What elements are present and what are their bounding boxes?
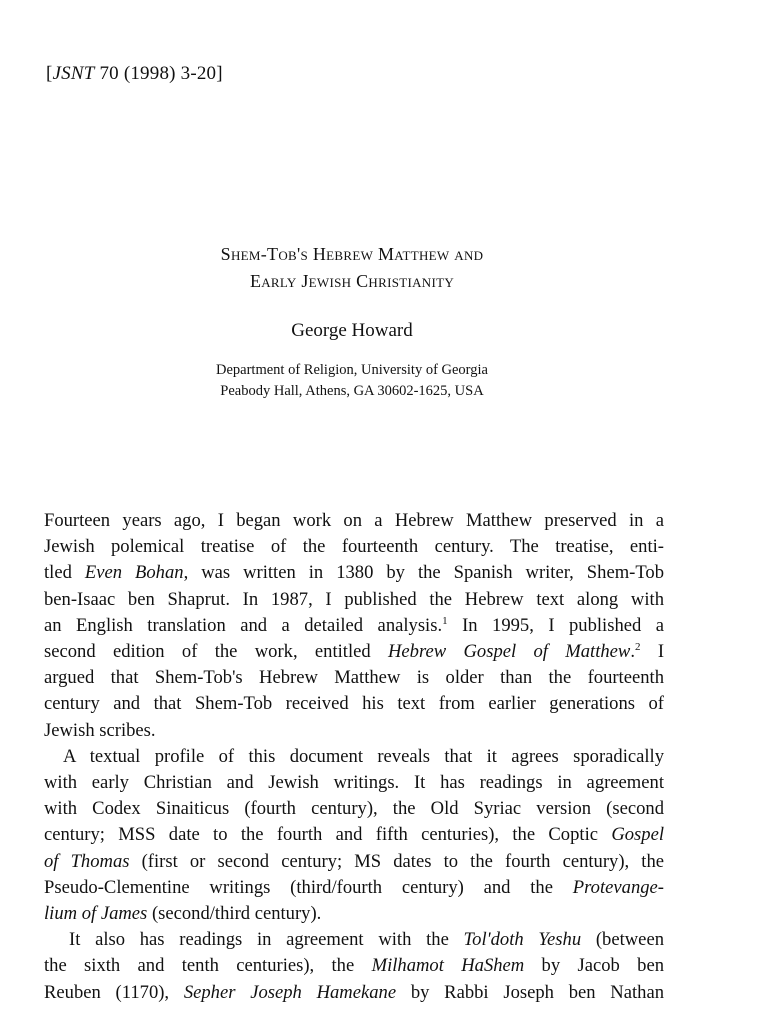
work-title: of Thomas <box>44 850 130 872</box>
text-line: tled Even Bohan, was written in 1380 by the Spanish writer, Shem-Tob <box>44 562 665 584</box>
article-title <box>0 241 704 295</box>
text-line: lium of James (second/third century). <box>44 903 322 925</box>
work-title: lium of James <box>44 903 148 925</box>
article-body <box>44 508 664 1006</box>
citation-volume-pages: 70 (1998) 3-20] <box>94 63 223 84</box>
text-line: the sixth and tenth centuries), the Milhamot HaShem by Jacob ben <box>44 955 664 977</box>
citation-open-bracket: [ <box>46 63 53 84</box>
text-line: century and that Shem-Tob received his text from earlier generations of <box>44 693 664 715</box>
journal-citation <box>46 63 223 85</box>
work-title: Sepher Joseph Hamekane <box>183 981 397 1003</box>
citation-journal: JSNT <box>52 63 95 84</box>
text-line: It also has readings in agreement with the Tol'doth Yeshu (between <box>69 929 664 951</box>
text-line: argued that Shem-Tob's Hebrew Matthew is older than the fourteenth <box>44 667 664 689</box>
text-line: Fourteen years ago, I began work on a Hebrew Matthew preserved in a <box>44 510 664 531</box>
work-title: Even Bohan <box>84 562 184 584</box>
paragraph-1 <box>44 508 664 744</box>
text-line: second edition of the work, entitled Hebrew Gospel of Matthew.$^2$ I <box>44 641 665 663</box>
text-line: Reuben (1170), Sepher Joseph Hamekane by Rabbi Joseph ben Nathan <box>44 981 664 1003</box>
text-line: Jewish scribes. <box>44 719 156 741</box>
text-line: with early Christian and Jewish writings. It has readings in agreement <box>44 772 664 794</box>
text-line: A textual profile of this document reveals that it agrees sporadically <box>63 745 664 767</box>
footnote-ref-1[interactable]: 1 <box>442 614 448 627</box>
paragraph-3 <box>44 927 664 1006</box>
text-line: with Codex Sinaiticus (fourth century), the Old Syriac version (second <box>44 798 664 820</box>
work-title: Hebrew Gospel of Matthew <box>388 641 631 663</box>
affiliation-line-2: Peabody Hall, Athens, GA 30602-1625, USA <box>220 383 484 399</box>
author-affiliation <box>0 360 704 402</box>
text-line: an English translation and a detailed analysis.$^1$ In 1995, I published a <box>44 614 664 636</box>
text-line: century; MSS date to the fourth and fifth centuries), the Coptic Gospel <box>44 824 664 846</box>
text-line: Jewish polemical treatise of the fourteenth century. The treatise, enti- <box>44 536 664 558</box>
work-title: Protevange- <box>572 876 664 898</box>
work-title: Tol'doth Yeshu <box>463 929 582 951</box>
article-title-line-1: Shem-Tob's Hebrew Matthew and <box>220 244 484 264</box>
text-line: of Thomas (first or second century; MS dates to the fourth century), the <box>44 850 664 872</box>
work-title: Milhamot HaShem <box>371 955 525 977</box>
author-name: George Howard <box>291 320 413 341</box>
affiliation-line-1: Department of Religion, University of Georgia <box>216 362 488 378</box>
footnote-ref-2[interactable]: 2 <box>635 641 641 654</box>
text-line: Pseudo-Clementine writings (third/fourth century) and the Protevange- <box>44 876 664 898</box>
text-line: ben-Isaac ben Shaprut. In 1987, I published the Hebrew text along with <box>44 588 664 610</box>
work-title: Gospel <box>611 824 664 846</box>
article-title-line-2: Early Jewish Christianity <box>249 271 455 291</box>
paragraph-2 <box>44 744 664 927</box>
